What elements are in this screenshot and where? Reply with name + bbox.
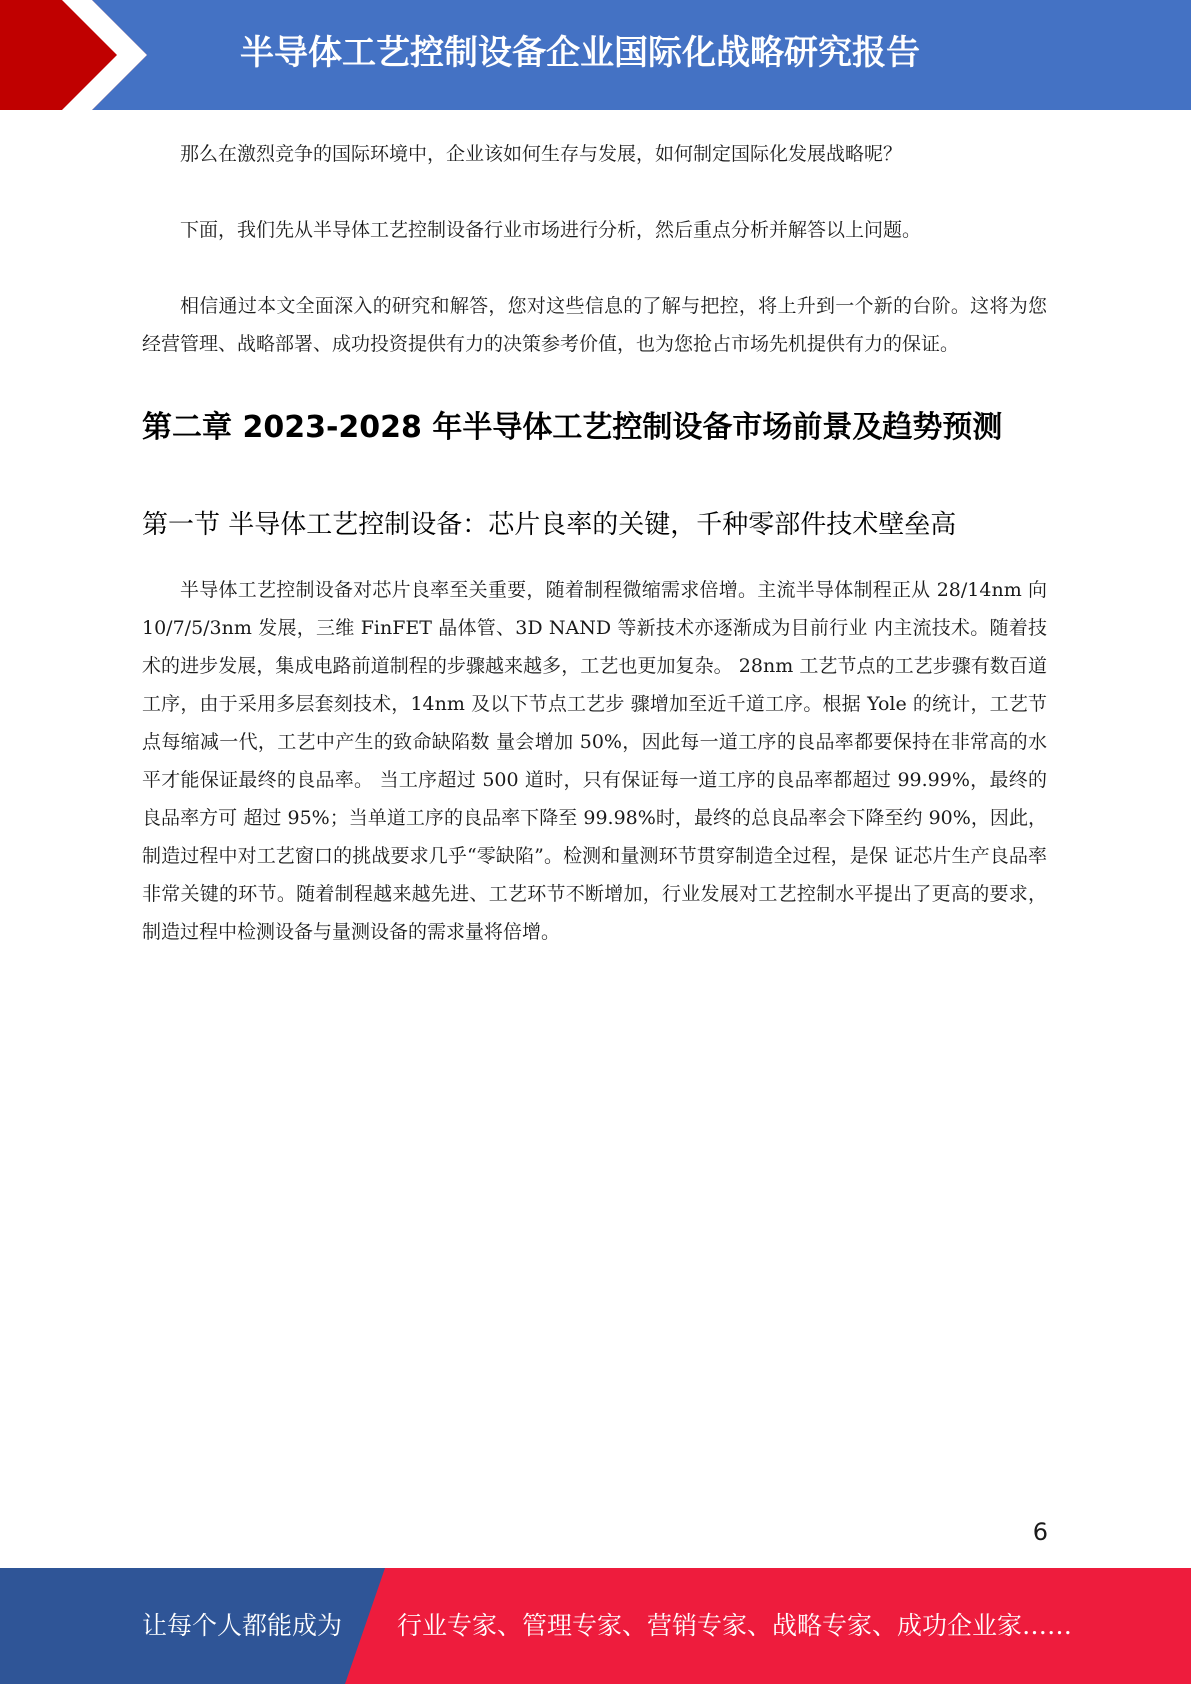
footer-slogan-left: 让每个人都能成为	[142, 1611, 343, 1640]
header-arrow-decoration	[0, 0, 160, 110]
chapter-title: 第二章 2023-2028 年半导体工艺控制设备市场前景及趋势预测	[142, 410, 1003, 445]
report-title: 半导体工艺控制设备企业国际化战略研究报告	[240, 33, 920, 73]
section-title: 第一节 半导体工艺控制设备：芯片良率的关键，千种零部件技术壁垒高	[142, 510, 957, 540]
page-content	[142, 135, 1047, 951]
footer-banner	[0, 1568, 1191, 1684]
intro-paragraph-1: 那么在激烈竞争的国际环境中，企业该如何生存与发展，如何制定国际化发展战略呢？	[180, 143, 903, 165]
header-banner	[0, 0, 1191, 110]
intro-paragraph-2: 下面，我们先从半导体工艺控制设备行业市场进行分析，然后重点分析并解答以上问题。	[180, 219, 922, 241]
section-paragraph: 半导体工艺控制设备对芯片良率至关重要，随着制程微缩需求倍增。主流半导体制程正从 28/14nm 向 10/7/5/3nm 发展，三维 FinFET 晶体管、3D NAND 等新技术亦逐渐成为目前行业 内主流技术。随着技术的进步发展，集成电路前道制程的步骤越来越多，工艺也更加复杂。 28nm 工艺节点的工艺步骤有数百道工序，由于采用多层套刻技术，14nm 及以下节点工艺步 骤增加至近千道工序。根据 Yole 的统计，工艺节点每缩减一代，工艺中产生的致命缺陷数 量会增加 50%，因此每一道工序的良品率都要保持在非常高的水平才能保证最终的良品率。 当工序超过 500 道时，只有保证每一道工序的良品率都超过 99.99%，最终的良品率方可 超过 95%；当单道工序的良品率下降至 99.98%时，最终的总良品率会下降至约 90%，因此， 制造过程中对工艺窗口的挑战要求几乎“零缺陷”。检测和量测环节贯穿制造全过程，是保 证芯片生产良品率非常关键的环节。随着制程越来越先进、工艺环节不断增加，行业发展对工艺控制水平提出了更高的要求，制造过程中检测设备与量测设备的需求量将倍增。	[142, 579, 1047, 943]
intro-paragraph-3: 相信通过本文全面深入的研究和解答，您对这些信息的了解与把控，将上升到一个新的台阶。这将为您经营管理、战略部署、成功投资提供有力的决策参考价值，也为您抢占市场先机提供有力的保证。	[142, 295, 1047, 355]
footer-slogan-right: 行业专家、管理专家、营销专家、战略专家、成功企业家……	[397, 1611, 1073, 1640]
page-number: 6	[1032, 1518, 1048, 1546]
